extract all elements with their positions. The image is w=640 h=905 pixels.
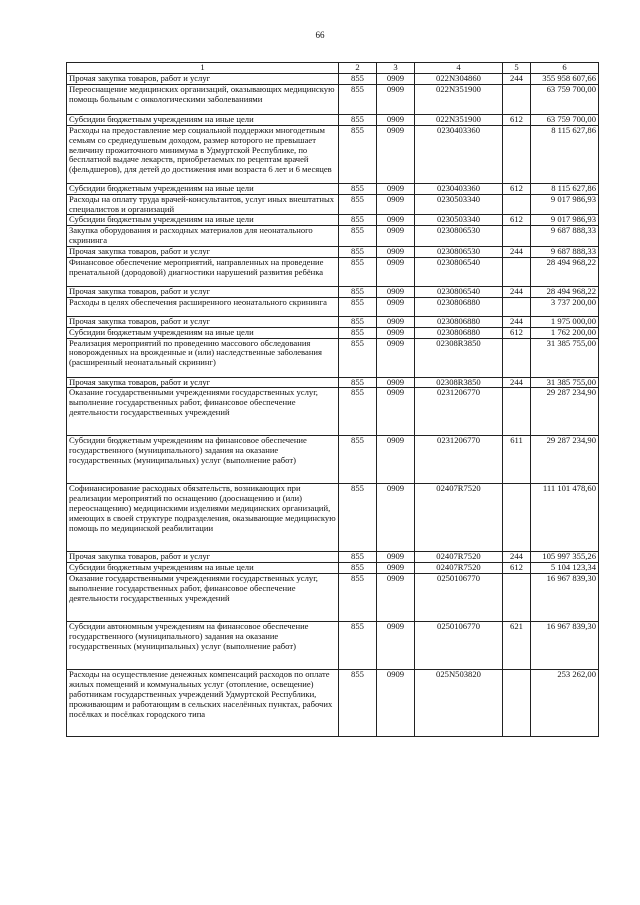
item-name-cell: Субсидии бюджетным учреждениям на иные цели xyxy=(67,563,339,574)
dept-code-cell: 855 xyxy=(339,215,377,226)
target-code-cell: 02308R3850 xyxy=(415,338,503,377)
table-row xyxy=(67,670,599,737)
table-header-row xyxy=(67,63,599,74)
section-code-cell: 0909 xyxy=(377,563,415,574)
expense-type-cell: 611 xyxy=(503,436,531,484)
amount-cell: 31 385 755,00 xyxy=(531,338,599,377)
item-name-cell: Расходы в целях обеспечения расширенного неонатального скрининга xyxy=(67,297,339,316)
budget-table xyxy=(66,62,599,737)
dept-code-cell: 855 xyxy=(339,74,377,85)
item-name-cell: Прочая закупка товаров, работ и услуг xyxy=(67,316,339,327)
table-row xyxy=(67,194,599,215)
header-cell: 6 xyxy=(531,63,599,74)
dept-code-cell: 855 xyxy=(339,338,377,377)
item-name-cell: Расходы на осуществление денежных компенсаций расходов по оплате жилых помещений и коммунальных услуг (отопление, освещение) работникам государственных учреждений Удмуртской Республики, проживающим и работающим в сельских населённых пунктах, рабочих посёлках и посёлках городского типа xyxy=(67,670,339,737)
target-code-cell: 0230403360 xyxy=(415,125,503,183)
amount-cell: 9 687 888,33 xyxy=(531,226,599,247)
amount-cell: 111 101 478,60 xyxy=(531,484,599,552)
table-row xyxy=(67,297,599,316)
amount-cell: 9 017 986,93 xyxy=(531,194,599,215)
expense-type-cell: 612 xyxy=(503,114,531,125)
target-code-cell: 0230403360 xyxy=(415,183,503,194)
item-name-cell: Оказание государственными учреждениями государственных услуг, выполнение государственных работ, финансовое обеспечение деятельности государственных учреждений xyxy=(67,388,339,436)
amount-cell: 3 737 200,00 xyxy=(531,297,599,316)
dept-code-cell: 855 xyxy=(339,574,377,622)
section-code-cell: 0909 xyxy=(377,316,415,327)
section-code-cell: 0909 xyxy=(377,183,415,194)
item-name-cell: Расходы на предоставление мер социальной поддержки многодетным семьям со среднедушевым доходом, размер которого не превышает величину прожиточного минимума в Удмуртской Республике, по бесплатной выдаче лекарств, приобретаемых по рецептам врачей (фельдшеров), для детей до достижения ими возраста 6 лет и 6 месяцев xyxy=(67,125,339,183)
section-code-cell: 0909 xyxy=(377,297,415,316)
expense-type-cell xyxy=(503,125,531,183)
target-code-cell: 02407R7520 xyxy=(415,552,503,563)
amount-cell: 8 115 627,86 xyxy=(531,183,599,194)
dept-code-cell: 855 xyxy=(339,226,377,247)
table-row xyxy=(67,257,599,286)
table-row xyxy=(67,484,599,552)
item-name-cell: Расходы на оплату труда врачей-консультантов, услуг иных внештатных специалистов и организаций xyxy=(67,194,339,215)
table-row xyxy=(67,226,599,247)
target-code-cell: 0250106770 xyxy=(415,622,503,670)
expense-type-cell xyxy=(503,338,531,377)
dept-code-cell: 855 xyxy=(339,316,377,327)
table-row xyxy=(67,574,599,622)
item-name-cell: Субсидии бюджетным учреждениям на иные цели xyxy=(67,114,339,125)
target-code-cell: 0250106770 xyxy=(415,574,503,622)
section-code-cell: 0909 xyxy=(377,257,415,286)
amount-cell: 1 975 000,00 xyxy=(531,316,599,327)
section-code-cell: 0909 xyxy=(377,670,415,737)
dept-code-cell: 855 xyxy=(339,257,377,286)
target-code-cell: 0230806540 xyxy=(415,286,503,297)
expense-type-cell: 612 xyxy=(503,183,531,194)
dept-code-cell: 855 xyxy=(339,388,377,436)
header-cell: 1 xyxy=(67,63,339,74)
expense-type-cell: 244 xyxy=(503,316,531,327)
item-name-cell: Субсидии бюджетным учреждениям на финансовое обеспечение государственного (муниципального) задания на оказание государственных (муниципальных) услуг (выполнение работ) xyxy=(67,436,339,484)
item-name-cell: Прочая закупка товаров, работ и услуг xyxy=(67,552,339,563)
target-code-cell: 02308R3850 xyxy=(415,377,503,388)
item-name-cell: Прочая закупка товаров, работ и услуг xyxy=(67,286,339,297)
dept-code-cell: 855 xyxy=(339,436,377,484)
dept-code-cell: 855 xyxy=(339,286,377,297)
section-code-cell: 0909 xyxy=(377,247,415,258)
section-code-cell: 0909 xyxy=(377,338,415,377)
target-code-cell: 0231206770 xyxy=(415,436,503,484)
item-name-cell: Субсидии автономным учреждениям на финансовое обеспечение государственного (муниципального) задания на оказание государственных (муниципальных) услуг (выполнение работ) xyxy=(67,622,339,670)
dept-code-cell: 855 xyxy=(339,84,377,114)
expense-type-cell: 612 xyxy=(503,215,531,226)
section-code-cell: 0909 xyxy=(377,125,415,183)
dept-code-cell: 855 xyxy=(339,670,377,737)
dept-code-cell: 855 xyxy=(339,327,377,338)
table-row xyxy=(67,215,599,226)
header-cell: 2 xyxy=(339,63,377,74)
target-code-cell: 02407R7520 xyxy=(415,563,503,574)
dept-code-cell: 855 xyxy=(339,377,377,388)
target-code-cell: 0230806880 xyxy=(415,327,503,338)
dept-code-cell: 855 xyxy=(339,484,377,552)
dept-code-cell: 855 xyxy=(339,114,377,125)
target-code-cell: 022N304860 xyxy=(415,74,503,85)
dept-code-cell: 855 xyxy=(339,194,377,215)
expense-type-cell: 244 xyxy=(503,552,531,563)
item-name-cell: Субсидии бюджетным учреждениям на иные цели xyxy=(67,327,339,338)
section-code-cell: 0909 xyxy=(377,327,415,338)
expense-type-cell: 244 xyxy=(503,74,531,85)
dept-code-cell: 855 xyxy=(339,247,377,258)
section-code-cell: 0909 xyxy=(377,574,415,622)
amount-cell: 29 287 234,90 xyxy=(531,436,599,484)
table-row xyxy=(67,436,599,484)
expense-type-cell xyxy=(503,194,531,215)
section-code-cell: 0909 xyxy=(377,484,415,552)
amount-cell: 1 762 200,00 xyxy=(531,327,599,338)
expense-type-cell xyxy=(503,388,531,436)
section-code-cell: 0909 xyxy=(377,388,415,436)
budget-table-body xyxy=(67,63,599,737)
expense-type-cell xyxy=(503,574,531,622)
table-row xyxy=(67,338,599,377)
expense-type-cell xyxy=(503,226,531,247)
section-code-cell: 0909 xyxy=(377,377,415,388)
item-name-cell: Оказание государственными учреждениями государственных услуг, выполнение государственных работ, финансовое обеспечение деятельности государственных учреждений xyxy=(67,574,339,622)
amount-cell: 28 494 968,22 xyxy=(531,286,599,297)
table-row xyxy=(67,622,599,670)
target-code-cell: 0230806530 xyxy=(415,226,503,247)
target-code-cell: 02407R7520 xyxy=(415,484,503,552)
amount-cell: 8 115 627,86 xyxy=(531,125,599,183)
table-row xyxy=(67,84,599,114)
target-code-cell: 0230503340 xyxy=(415,215,503,226)
expense-type-cell: 244 xyxy=(503,286,531,297)
amount-cell: 28 494 968,22 xyxy=(531,257,599,286)
header-cell: 3 xyxy=(377,63,415,74)
item-name-cell: Переоснащение медицинских организаций, оказывающих медицинскую помощь больным с онкологическими заболеваниями xyxy=(67,84,339,114)
item-name-cell: Прочая закупка товаров, работ и услуг xyxy=(67,377,339,388)
dept-code-cell: 855 xyxy=(339,297,377,316)
expense-type-cell xyxy=(503,670,531,737)
item-name-cell: Прочая закупка товаров, работ и услуг xyxy=(67,74,339,85)
table-row xyxy=(67,327,599,338)
section-code-cell: 0909 xyxy=(377,436,415,484)
table-row xyxy=(67,377,599,388)
section-code-cell: 0909 xyxy=(377,622,415,670)
amount-cell: 63 759 700,00 xyxy=(531,84,599,114)
section-code-cell: 0909 xyxy=(377,74,415,85)
target-code-cell: 022N351900 xyxy=(415,84,503,114)
amount-cell: 29 287 234,90 xyxy=(531,388,599,436)
item-name-cell: Субсидии бюджетным учреждениям на иные цели xyxy=(67,183,339,194)
section-code-cell: 0909 xyxy=(377,194,415,215)
table-row xyxy=(67,114,599,125)
table-row xyxy=(67,316,599,327)
item-name-cell: Реализация мероприятий по проведению массового обследования новорожденных на врожденные и (или) наследственные заболевания (расширенный неонатальный скрининг) xyxy=(67,338,339,377)
table-row xyxy=(67,247,599,258)
table-row xyxy=(67,74,599,85)
expense-type-cell: 621 xyxy=(503,622,531,670)
dept-code-cell: 855 xyxy=(339,622,377,670)
item-name-cell: Субсидии бюджетным учреждениям на иные цели xyxy=(67,215,339,226)
target-code-cell: 0231206770 xyxy=(415,388,503,436)
expense-type-cell xyxy=(503,297,531,316)
expense-type-cell: 244 xyxy=(503,247,531,258)
section-code-cell: 0909 xyxy=(377,215,415,226)
section-code-cell: 0909 xyxy=(377,114,415,125)
expense-type-cell xyxy=(503,84,531,114)
expense-type-cell xyxy=(503,257,531,286)
section-code-cell: 0909 xyxy=(377,286,415,297)
table-row xyxy=(67,552,599,563)
amount-cell: 16 967 839,30 xyxy=(531,622,599,670)
dept-code-cell: 855 xyxy=(339,563,377,574)
item-name-cell: Прочая закупка товаров, работ и услуг xyxy=(67,247,339,258)
amount-cell: 9 687 888,33 xyxy=(531,247,599,258)
target-code-cell: 0230806540 xyxy=(415,257,503,286)
expense-type-cell: 612 xyxy=(503,563,531,574)
dept-code-cell: 855 xyxy=(339,183,377,194)
target-code-cell: 025N503820 xyxy=(415,670,503,737)
item-name-cell: Софинансирование расходных обязательств, возникающих при реализации мероприятий по оснащению (дооснащению и (или) переоснащению) медицинскими изделиями медицинских организаций, имеющих в своей структуре подразделения, оказывающие медицинскую помощь по медицинской реабилитации xyxy=(67,484,339,552)
item-name-cell: Закупка оборудования и расходных материалов для неонатального скрининга xyxy=(67,226,339,247)
amount-cell: 5 104 123,34 xyxy=(531,563,599,574)
header-cell: 5 xyxy=(503,63,531,74)
target-code-cell: 0230806880 xyxy=(415,316,503,327)
target-code-cell: 0230806530 xyxy=(415,247,503,258)
table-row xyxy=(67,388,599,436)
dept-code-cell: 855 xyxy=(339,552,377,563)
header-cell: 4 xyxy=(415,63,503,74)
table-row xyxy=(67,125,599,183)
expense-type-cell: 244 xyxy=(503,377,531,388)
amount-cell: 105 997 355,26 xyxy=(531,552,599,563)
amount-cell: 16 967 839,30 xyxy=(531,574,599,622)
section-code-cell: 0909 xyxy=(377,552,415,563)
amount-cell: 9 017 986,93 xyxy=(531,215,599,226)
expense-type-cell xyxy=(503,484,531,552)
amount-cell: 355 958 607,66 xyxy=(531,74,599,85)
page-number: 66 xyxy=(315,30,325,40)
table-row xyxy=(67,286,599,297)
target-code-cell: 022N351900 xyxy=(415,114,503,125)
amount-cell: 63 759 700,00 xyxy=(531,114,599,125)
section-code-cell: 0909 xyxy=(377,226,415,247)
expense-type-cell: 612 xyxy=(503,327,531,338)
target-code-cell: 0230503340 xyxy=(415,194,503,215)
section-code-cell: 0909 xyxy=(377,84,415,114)
amount-cell: 31 385 755,00 xyxy=(531,377,599,388)
amount-cell: 253 262,00 xyxy=(531,670,599,737)
table-row xyxy=(67,183,599,194)
table-row xyxy=(67,563,599,574)
item-name-cell: Финансовое обеспечение мероприятий, направленных на проведение пренатальной (дородовой) диагностики нарушений развития ребёнка xyxy=(67,257,339,286)
target-code-cell: 0230806880 xyxy=(415,297,503,316)
dept-code-cell: 855 xyxy=(339,125,377,183)
